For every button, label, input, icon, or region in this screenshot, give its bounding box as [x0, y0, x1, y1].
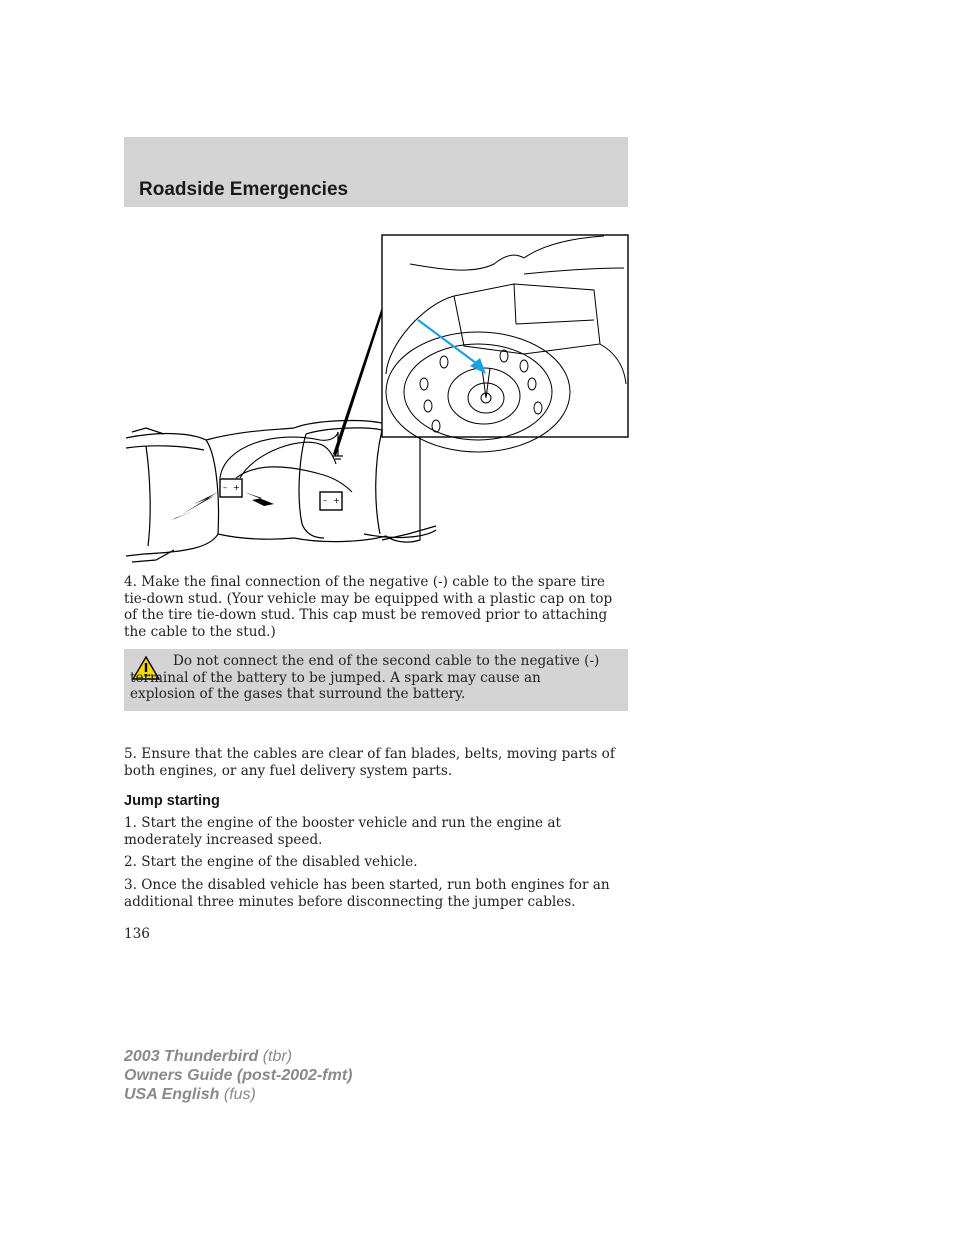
inset-trunk-detail — [382, 235, 628, 452]
battery-right-plus: + — [333, 496, 340, 505]
disabled-battery-icon — [320, 492, 342, 510]
jump-starting-heading: Jump starting — [124, 793, 220, 809]
footer-guide: Owners Guide (post-2002-fmt) — [124, 1067, 353, 1084]
footer-language-code: (fus) — [219, 1086, 256, 1103]
warning-box — [124, 649, 628, 711]
step-4-text: 4. Make the final connection of the negative (-) cable to the spare tire tie-down stud. (Your vehicle may be equipped with a plastic cap on top of the tire tie-down stud. This cap must be removed prior to attaching the cable to the stud.) — [124, 574, 613, 640]
page-number: 136 — [124, 926, 150, 942]
jump-step-1: 1. Start the engine of the booster vehicle and run the engine at moderately increased speed. — [124, 815, 561, 848]
battery-right-minus: – — [323, 496, 327, 505]
document-footer — [124, 1047, 352, 1104]
battery-left-minus: – — [223, 483, 227, 492]
jump-step-2: 2. Start the engine of the disabled vehicle. — [124, 854, 418, 870]
spark-bolt-left-icon — [172, 492, 218, 520]
booster-car-drawing — [126, 428, 294, 562]
footer-model: 2003 Thunderbird — [124, 1048, 259, 1065]
spark-bolt-right-icon — [244, 492, 292, 520]
footer-model-code: (tbr) — [258, 1048, 293, 1065]
step-5-text: 5. Ensure that the cables are clear of fan blades, belts, moving parts of both engines, or any fuel delivery system parts. — [124, 746, 615, 779]
section-header-band — [124, 137, 628, 207]
section-title: Roadside Emergencies — [139, 179, 349, 200]
battery-left-plus: + — [233, 483, 240, 492]
booster-battery-icon — [220, 479, 242, 497]
footer-language: USA English — [124, 1086, 220, 1103]
jump-start-illustration — [124, 234, 630, 569]
callout-pointer — [333, 296, 388, 456]
warning-text: Do not connect the end of the second cable to the negative (-) terminal of the battery to be jumped. A spark may cause an explosion of the gases that surround the battery. — [130, 653, 600, 702]
jump-step-3: 3. Once the disabled vehicle has been started, run both engines for an additional three minutes before disconnecting the jumper cables. — [124, 877, 610, 910]
